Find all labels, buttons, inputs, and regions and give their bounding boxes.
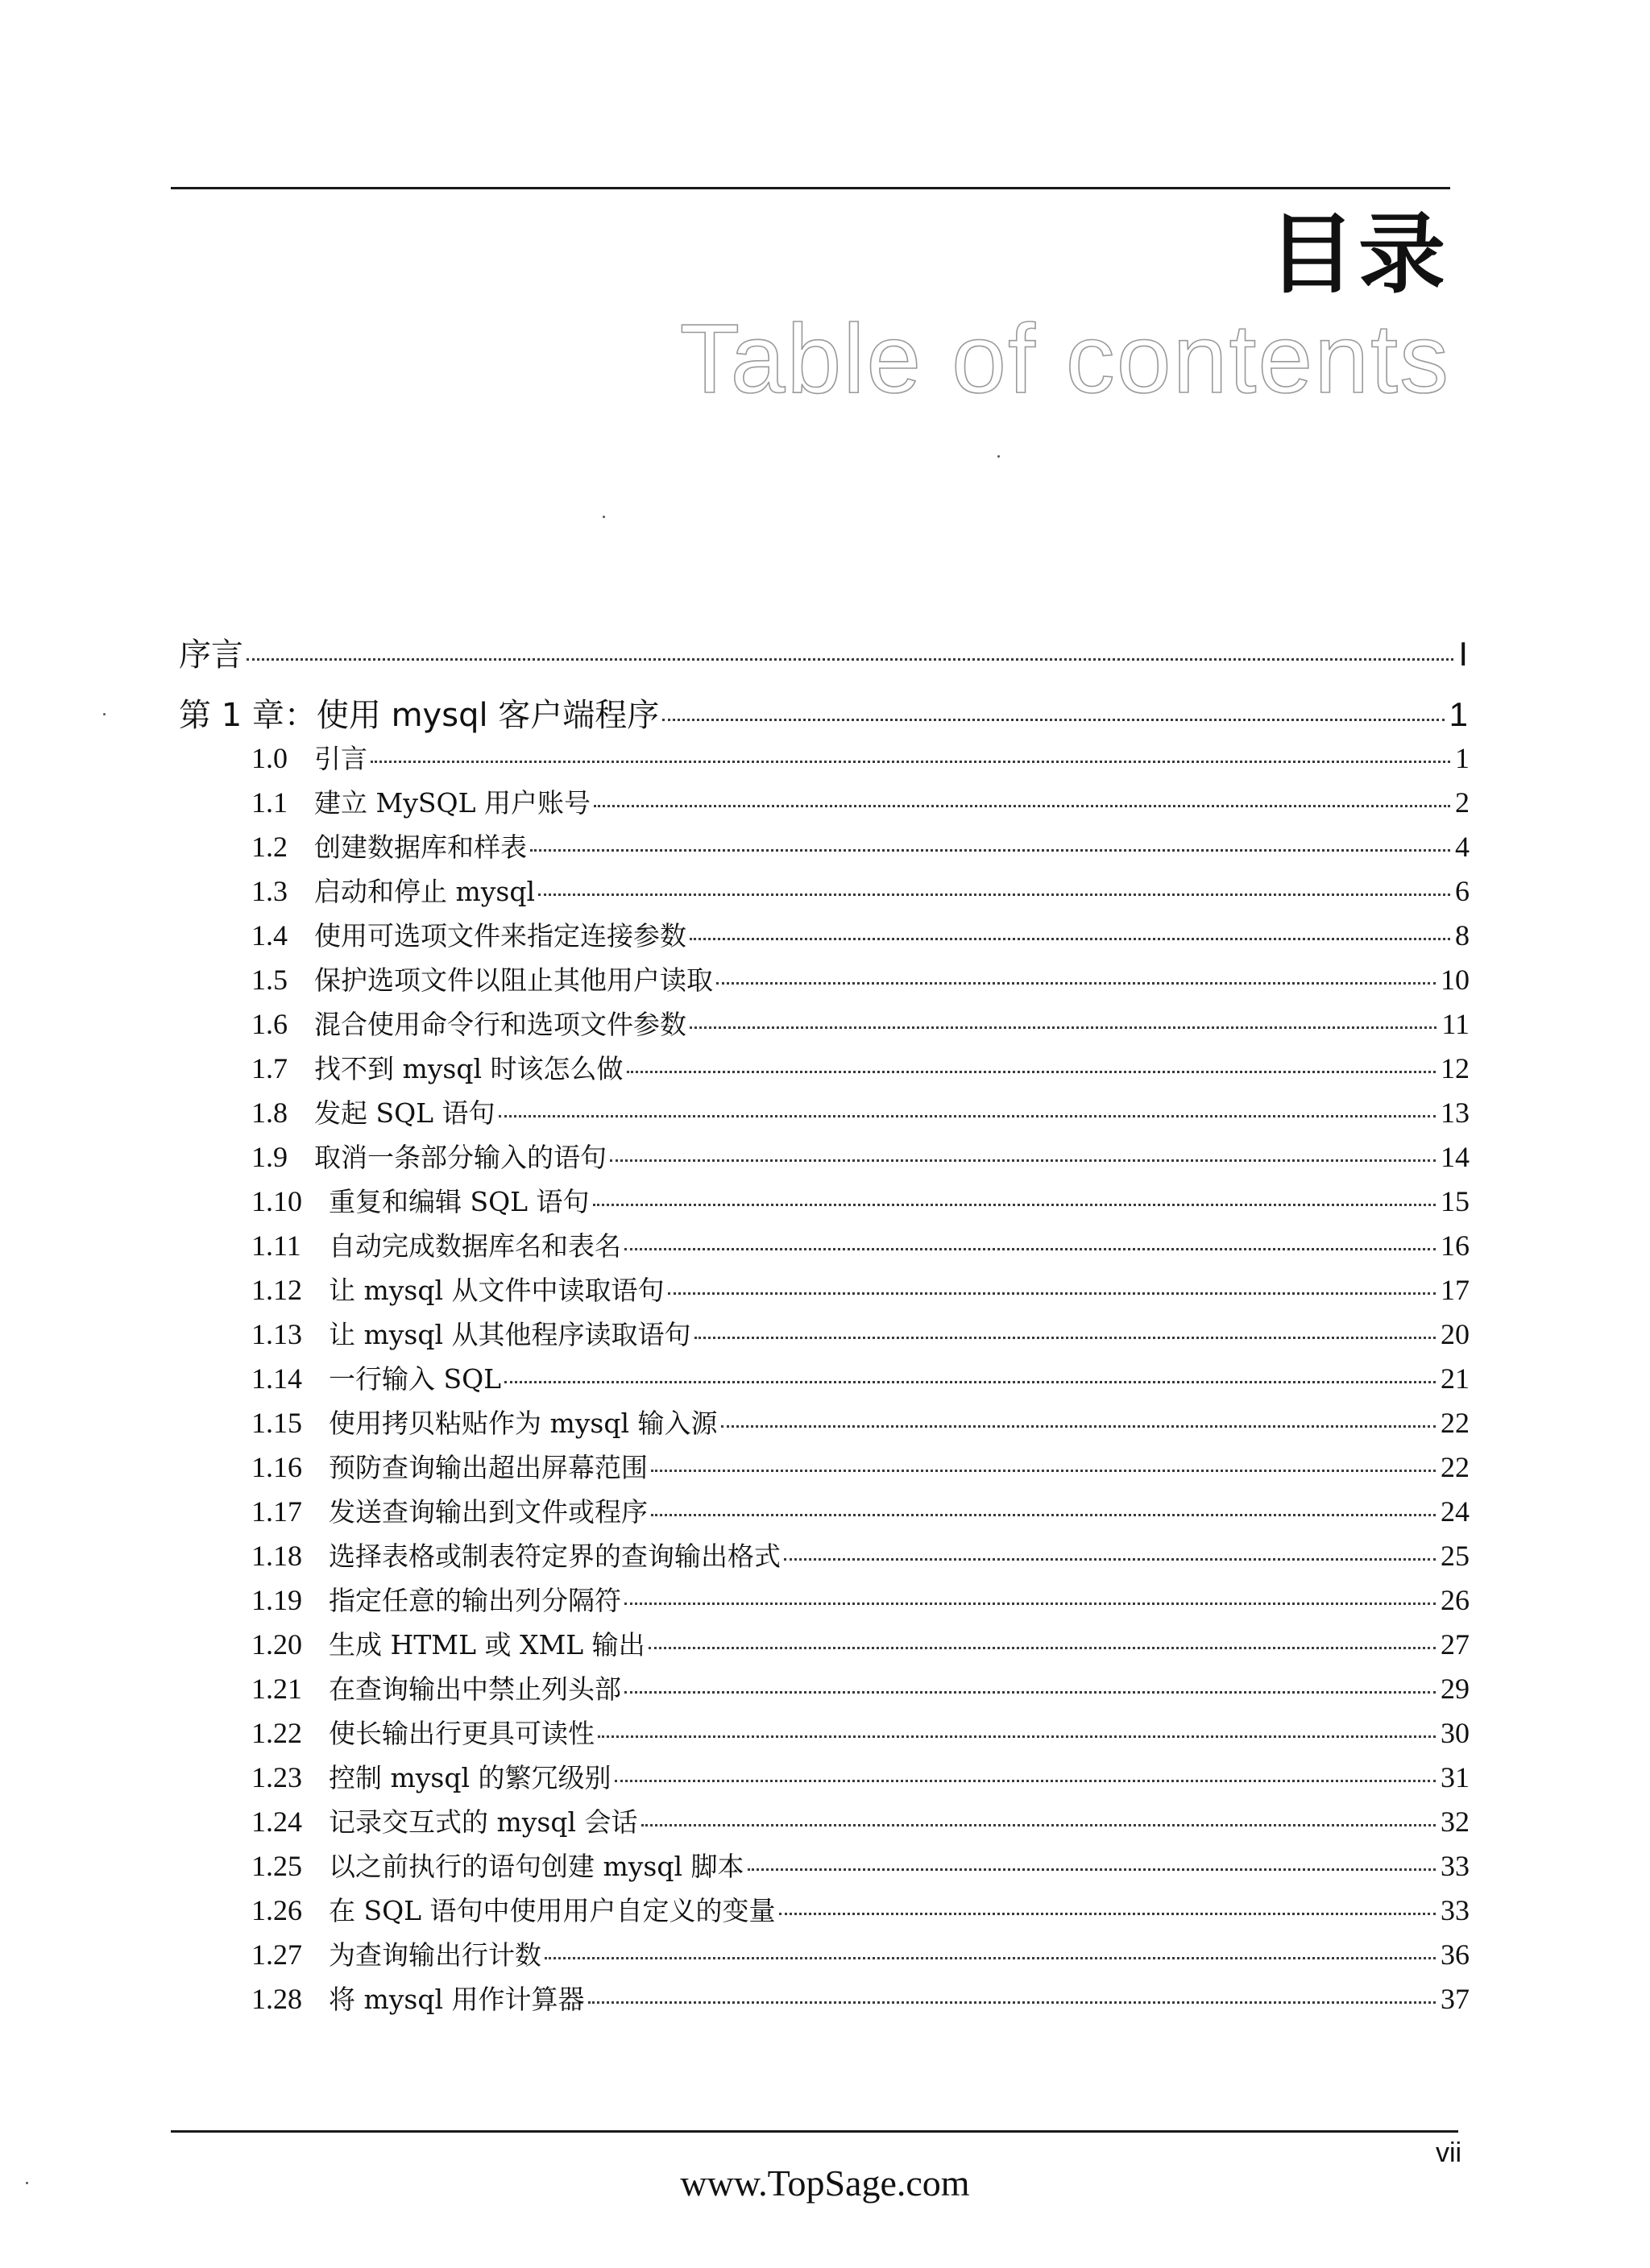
toc-page-number: 14 <box>1441 1141 1470 1173</box>
toc-entry-section[interactable] <box>251 1669 1470 1709</box>
toc-entry-section[interactable] <box>251 1447 1470 1487</box>
dot-leader <box>721 1425 1436 1428</box>
footer-url[interactable]: www.TopSage.com <box>680 2162 970 2204</box>
toc-entry-section[interactable] <box>251 960 1470 1000</box>
section-title: 在查询输出中禁止列头部 <box>329 1673 621 1705</box>
dot-leader <box>694 1337 1436 1339</box>
dot-leader <box>598 1735 1436 1738</box>
dot-leader <box>662 719 1444 721</box>
toc-entry-section[interactable] <box>251 1624 1470 1665</box>
scan-speck <box>103 713 106 715</box>
section-number: 1.17 <box>251 1495 302 1528</box>
toc-entry-section[interactable] <box>251 827 1470 867</box>
section-number: 1.19 <box>251 1584 302 1616</box>
section-number: 1.3 <box>251 875 288 907</box>
toc-entry-section[interactable] <box>251 1270 1470 1310</box>
top-rule <box>171 187 1450 189</box>
dot-leader <box>627 1071 1436 1073</box>
page-title: 目录 <box>1267 205 1449 305</box>
section-title: 记录交互式的 mysql 会话 <box>329 1806 638 1838</box>
toc-page-number: 1 <box>1455 742 1470 774</box>
section-title: 在 SQL 语句中使用用户自定义的变量 <box>329 1895 776 1926</box>
section-title: 让 mysql 从文件中读取语句 <box>329 1275 665 1306</box>
section-number: 1.26 <box>251 1894 302 1926</box>
section-title: 保护选项文件以阻止其他用户读取 <box>314 964 713 996</box>
toc-page-number: 37 <box>1441 1983 1470 2015</box>
toc-entry-section[interactable] <box>251 1580 1470 1620</box>
toc-entry-section[interactable] <box>251 1713 1470 1753</box>
dot-leader <box>594 805 1450 807</box>
toc-entry-section[interactable] <box>251 1491 1470 1532</box>
section-title: 发送查询输出到文件或程序 <box>329 1496 648 1528</box>
toc-entry-section[interactable] <box>251 1004 1470 1044</box>
toc-entry-section[interactable] <box>251 1314 1470 1354</box>
toc-entry-label: 第 1 章：使用 mysql 客户端程序 <box>179 697 660 734</box>
dot-leader <box>593 1204 1436 1206</box>
toc-entry-section[interactable] <box>251 871 1470 911</box>
toc-entry-section[interactable] <box>251 1403 1470 1443</box>
section-number: 1.11 <box>251 1229 301 1262</box>
section-title: 一行输入 SQL <box>329 1363 502 1395</box>
section-title: 使长输出行更具可读性 <box>329 1718 595 1749</box>
toc-page-number: 8 <box>1455 919 1470 952</box>
toc-page-number: 4 <box>1455 831 1470 863</box>
toc-page-number: 30 <box>1441 1717 1470 1749</box>
toc-page-number: 36 <box>1441 1938 1470 1971</box>
toc-page-number: 6 <box>1455 875 1470 907</box>
dot-leader <box>748 1868 1436 1871</box>
toc-page-number: 17 <box>1441 1274 1470 1306</box>
section-title: 使用拷贝粘贴作为 mysql 输入源 <box>329 1408 718 1439</box>
page-subtitle: Table of contents <box>679 304 1450 413</box>
section-number: 1.27 <box>251 1938 302 1971</box>
section-number: 1.13 <box>251 1318 302 1350</box>
section-title: 生成 HTML 或 XML 输出 <box>329 1629 645 1661</box>
dot-leader <box>538 894 1450 896</box>
dot-leader <box>651 1470 1436 1472</box>
section-title: 控制 mysql 的繁冗级别 <box>329 1762 611 1793</box>
section-title: 自动完成数据库名和表名 <box>329 1230 621 1262</box>
toc-page-number: 1 <box>1449 695 1468 733</box>
toc-page-number: 16 <box>1441 1229 1470 1262</box>
dot-leader <box>610 1159 1436 1162</box>
toc-page-number: I <box>1458 635 1468 673</box>
scan-speck <box>997 455 1000 458</box>
section-number: 1.9 <box>251 1141 288 1173</box>
toc-page-number: 13 <box>1441 1097 1470 1129</box>
section-number: 1.1 <box>251 786 288 819</box>
toc-page-number: 22 <box>1441 1407 1470 1439</box>
toc-page-number: 29 <box>1441 1673 1470 1705</box>
toc-entry-section[interactable] <box>251 1048 1470 1088</box>
page-number: vii <box>1436 2137 1462 2168</box>
dot-leader <box>545 1957 1436 1959</box>
toc-entry-section[interactable] <box>251 1137 1470 1177</box>
toc-page-number: 15 <box>1441 1185 1470 1217</box>
toc-page-number: 31 <box>1441 1761 1470 1793</box>
dot-leader <box>624 1248 1436 1250</box>
section-title: 创建数据库和样表 <box>314 831 527 863</box>
section-number: 1.24 <box>251 1806 302 1838</box>
section-title: 让 mysql 从其他程序读取语句 <box>329 1319 691 1350</box>
section-number: 1.4 <box>251 919 288 952</box>
section-title: 引言 <box>314 743 367 774</box>
dot-leader <box>779 1913 1436 1915</box>
toc-page-number: 26 <box>1441 1584 1470 1616</box>
section-number: 1.23 <box>251 1761 302 1793</box>
section-title: 找不到 mysql 时该怎么做 <box>314 1053 624 1084</box>
dot-leader <box>668 1292 1436 1295</box>
section-title: 指定任意的输出列分隔符 <box>329 1585 621 1616</box>
section-title: 发起 SQL 语句 <box>314 1097 495 1129</box>
toc-entry-chapter-1[interactable] <box>179 692 1468 737</box>
dot-leader <box>247 658 1453 661</box>
toc-entry-section[interactable] <box>251 1934 1470 1975</box>
toc-page-number: 33 <box>1441 1850 1470 1882</box>
toc-page-number: 2 <box>1455 786 1470 819</box>
dot-leader <box>624 1691 1436 1694</box>
dot-leader <box>499 1115 1436 1117</box>
dot-leader <box>371 761 1450 763</box>
section-number: 1.28 <box>251 1983 302 2015</box>
section-number: 1.16 <box>251 1451 302 1483</box>
scan-speck <box>26 2182 28 2184</box>
toc-page-number: 25 <box>1441 1540 1470 1572</box>
scan-speck <box>603 516 605 518</box>
section-number: 1.5 <box>251 964 288 996</box>
toc-entry-section[interactable] <box>251 1890 1470 1930</box>
toc-entry-preface[interactable] <box>179 632 1468 677</box>
section-number: 1.14 <box>251 1362 302 1395</box>
section-title: 预防查询输出超出屏幕范围 <box>329 1452 648 1483</box>
section-number: 1.2 <box>251 831 288 863</box>
section-number: 1.25 <box>251 1850 302 1882</box>
dot-leader <box>690 1026 1436 1029</box>
toc-page-number: 11 <box>1441 1008 1470 1040</box>
section-number: 1.12 <box>251 1274 302 1306</box>
toc-entry-section[interactable] <box>251 915 1470 956</box>
dot-leader <box>624 1603 1436 1605</box>
toc-page-number: 24 <box>1441 1495 1470 1528</box>
section-number: 1.10 <box>251 1185 302 1217</box>
section-title: 建立 MySQL 用户账号 <box>314 787 591 819</box>
section-title: 混合使用命令行和选项文件参数 <box>314 1009 686 1040</box>
section-number: 1.18 <box>251 1540 302 1572</box>
dot-leader <box>651 1514 1436 1516</box>
section-title: 以之前执行的语句创建 mysql 脚本 <box>329 1851 744 1882</box>
section-number: 1.6 <box>251 1008 288 1040</box>
section-number: 1.21 <box>251 1673 302 1705</box>
toc-entry-section[interactable] <box>251 1757 1470 1797</box>
bottom-rule <box>171 2130 1458 2133</box>
toc-entry-section[interactable] <box>251 738 1470 778</box>
section-number: 1.0 <box>251 742 288 774</box>
section-title: 启动和停止 mysql <box>314 876 536 907</box>
section-number: 1.7 <box>251 1052 288 1084</box>
toc-entry-section[interactable] <box>251 1181 1470 1221</box>
section-number: 1.22 <box>251 1717 302 1749</box>
toc-page-number: 22 <box>1441 1451 1470 1483</box>
section-title: 取消一条部分输入的语句 <box>314 1142 607 1173</box>
toc-page-number: 20 <box>1441 1318 1470 1350</box>
section-title: 选择表格或制表符定界的查询输出格式 <box>329 1540 781 1572</box>
section-title: 重复和编辑 SQL 语句 <box>329 1186 590 1217</box>
toc-entry-label: 序言 <box>179 636 243 674</box>
section-number: 1.15 <box>251 1407 302 1439</box>
toc-entry-section[interactable] <box>251 1846 1470 1886</box>
dot-leader <box>649 1647 1436 1649</box>
toc-entry-section[interactable] <box>251 1358 1470 1399</box>
toc-entry-section[interactable] <box>251 1979 1470 2019</box>
section-number: 1.8 <box>251 1097 288 1129</box>
toc-page-number: 33 <box>1441 1894 1470 1926</box>
toc-page-number: 21 <box>1441 1362 1470 1395</box>
toc-page-number: 10 <box>1441 964 1470 996</box>
toc-page-number: 27 <box>1441 1628 1470 1661</box>
toc-page-number: 12 <box>1441 1052 1470 1084</box>
section-title: 为查询输出行计数 <box>329 1939 541 1971</box>
section-title: 使用可选项文件来指定连接参数 <box>314 920 686 952</box>
toc-entry-section[interactable] <box>251 1225 1470 1266</box>
section-number: 1.20 <box>251 1628 302 1661</box>
dot-leader <box>504 1381 1436 1383</box>
dot-leader <box>716 982 1436 985</box>
dot-leader <box>690 938 1450 940</box>
dot-leader <box>641 1824 1436 1826</box>
dot-leader <box>615 1780 1436 1782</box>
toc-entry-section[interactable] <box>251 1093 1470 1133</box>
dot-leader <box>784 1558 1436 1561</box>
dot-leader <box>588 2001 1436 2004</box>
toc-page-number: 32 <box>1441 1806 1470 1838</box>
toc-entry-section[interactable] <box>251 1536 1470 1576</box>
section-title: 将 mysql 用作计算器 <box>329 1984 585 2015</box>
toc-entry-section[interactable] <box>251 1802 1470 1842</box>
dot-leader <box>530 849 1450 852</box>
toc-entry-section[interactable] <box>251 782 1470 823</box>
